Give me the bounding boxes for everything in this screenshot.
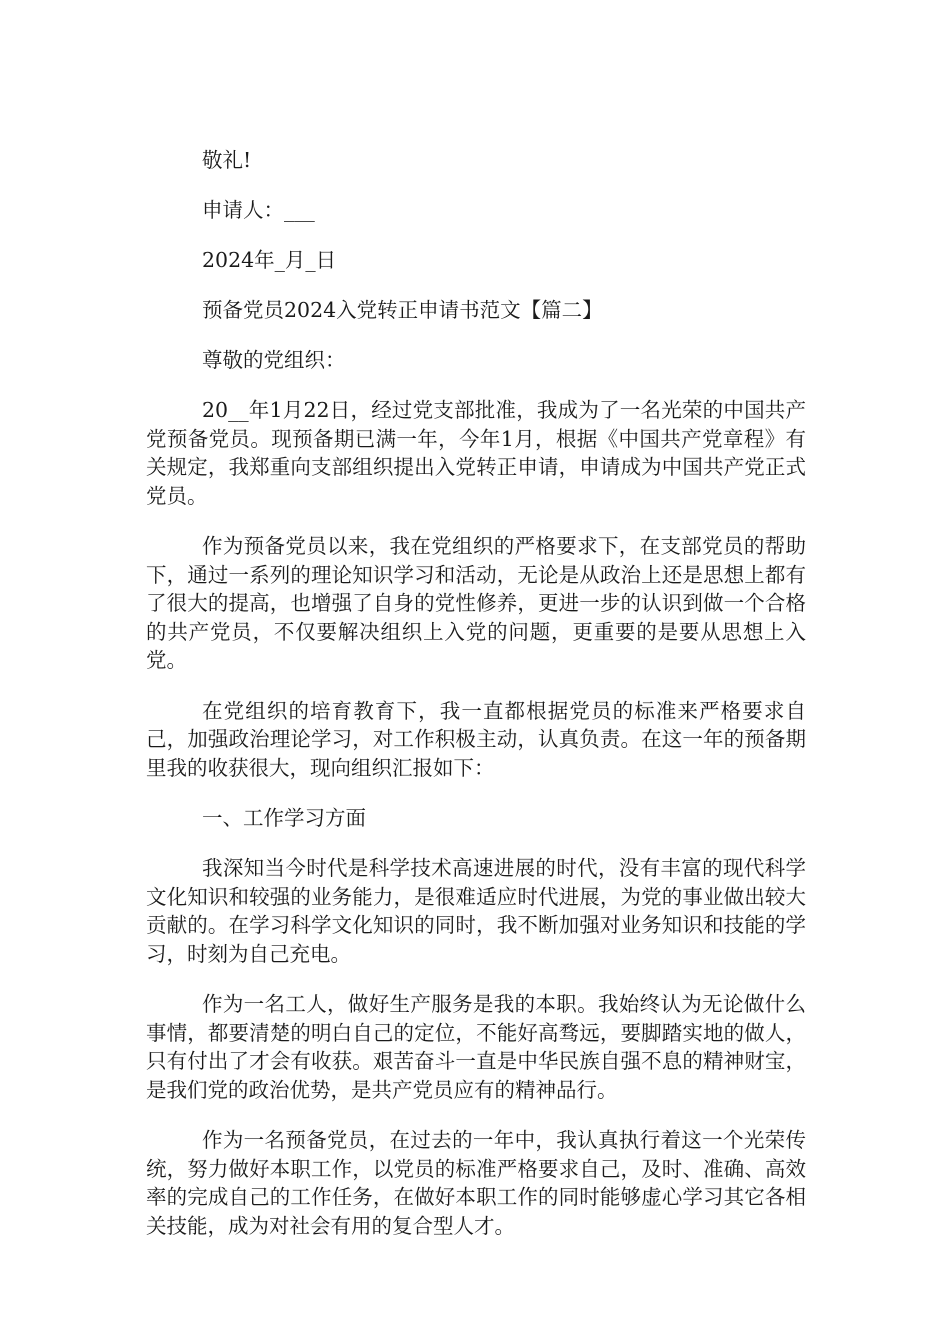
date-line: 2024年_月_日 <box>202 248 337 272</box>
salutation: 尊敬的党组织： <box>202 348 346 372</box>
paragraph: 作为一名预备党员，在过去的一年中，我认真执行着这一个光荣传统，努力做好本职工作，以党员的标准严格要求自己，及时、准确、高效率的完成自己的工作任务，在做好本职工作的同时能够虚心学习其它各相关技能，成为对社会有用的复合型人才。 <box>146 1128 806 1238</box>
paragraph: 作为一名工人，做好生产服务是我的本职。我始终认为无论做什么事情，都要清楚的明白自己的定位，不能好高骛远，要脚踏实地的做人，只有付出了才会有收获。艰苦奋斗一直是中华民族自强不息的精神财宝，是我们党的政治优势，是共产党员应有的精神品行。 <box>146 992 806 1102</box>
paragraph: 作为预备党员以来，我在党组织的严格要求下，在支部党员的帮助下，通过一系列的理论知识学习和活动，无论是从政治上还是思想上都有了很大的提高，也增强了自身的党性修养，更进一步的认识到做一个合格的共产党员，不仅要解决组织上入党的问题，更重要的是要从思想上入党。 <box>146 534 806 672</box>
article-title: 预备党员2024入党转正申请书范文【篇二】 <box>202 298 603 322</box>
paragraph: 我深知当今时代是科学技术高速进展的时代，没有丰富的现代科学文化知识和较强的业务能力，是很难适应时代进展，为党的事业做出较大贡献的。在学习科学文化知识的同时，我不断加强对业务知识和技能的学习，时刻为自己充电。 <box>146 856 806 966</box>
closing-line: 敬礼! <box>202 148 252 172</box>
document-page <box>146 146 806 1262</box>
applicant-line: 申请人：___ <box>202 198 315 222</box>
paragraph: 在党组织的培育教育下，我一直都根据党员的标准来严格要求自己，加强政治理论学习，对工作积极主动，认真负责。在这一年的预备期里我的收获很大，现向组织汇报如下： <box>146 698 806 780</box>
section-heading: 一、工作学习方面 <box>202 806 366 830</box>
paragraph: 20__年1月22日，经过党支部批准，我成为了一名光荣的中国共产党预备党员。现预备期已满一年，今年1月，根据《中国共产党章程》有关规定，我郑重向支部组织提出入党转正申请，申请成为中国共产党正式党员。 <box>146 398 806 508</box>
